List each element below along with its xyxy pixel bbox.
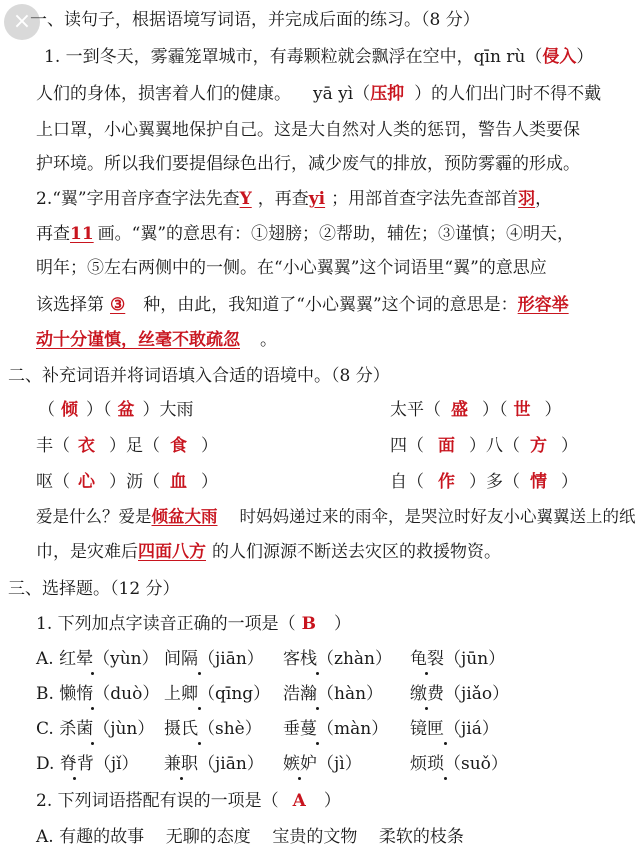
answer-huashu: 11: [70, 224, 94, 244]
section-3-title: 三、选择题。（12 分）: [8, 579, 180, 599]
q1-option-b-3: 浩瀚（hàn）: [283, 684, 384, 704]
idiom-shengshi: 太平（ 盛 ）（ 世 ）: [390, 400, 562, 420]
answer-fill-2: 四面八方: [138, 542, 206, 562]
q1-option-b-1: B. 懒惰（duò）: [36, 684, 160, 704]
emphasis-dot: [198, 707, 201, 710]
s1-line-6: 再查11 画。“翼”的意思有：①翅膀；②帮助，辅佐；③谨慎；④明天，: [36, 224, 575, 244]
s2-paragraph-1: 爱是什么？爱是倾盆大雨 时妈妈递过来的雨伞，是哭泣时好友小心翼翼送上的纸: [36, 507, 636, 526]
s1-line-8: 该选择第 ③ 种，由此，我知道了“小心翼翼”这个词的意思是：形容举: [36, 295, 569, 315]
q2-answer: A: [292, 791, 306, 811]
answer-meaning-2: 动十分谨慎，丝毫不敢疏忽: [36, 330, 240, 350]
q1-option-d-1: D. 脊背（jǐ）: [36, 754, 139, 774]
q1-option-d-3: 嫉妒（jì）: [283, 754, 362, 774]
emphasis-dot: [73, 777, 76, 780]
q1-stem: 1. 下列加点字读音正确的一项是（ B ）: [36, 614, 351, 634]
idiom-simian: 四（ 面 ）八（ 方 ）: [390, 436, 578, 456]
q1-option-c-4: 镜匣（jiá）: [410, 719, 499, 739]
q1-option-d-2: 兼职（jiān）: [164, 754, 264, 774]
q1-answer: B: [301, 614, 316, 634]
q1-option-a-3: 客栈（zhàn）: [283, 649, 392, 669]
answer-fill-1: 倾盆大雨: [151, 507, 218, 526]
idiom-ouxin: 呕（ 心 ）沥（ 血 ）: [36, 472, 218, 492]
section-2-title: 二、补充词语并将词语填入合适的语境中。（8 分）: [8, 366, 390, 386]
s1-line-2: 人们的身体，损害着人们的健康。 yā yì（压抑 ）的人们出门时不得不戴: [36, 84, 602, 104]
s1-line-9: 动十分谨慎，丝毫不敢疏忽 。: [36, 330, 277, 350]
section-1-title: 一、读句子，根据语境写词语，并完成后面的练习。（8 分）: [30, 10, 480, 30]
answer-meaning-1: 形容举: [517, 295, 569, 315]
q1-option-a-4: 龟裂（jūn）: [410, 649, 506, 669]
emphasis-dot: [91, 742, 94, 745]
q1-option-b-4: 缴费（jiǎo）: [410, 684, 510, 704]
emphasis-dot: [444, 777, 447, 780]
emphasis-dot: [444, 742, 447, 745]
answer-qinru: 侵入: [542, 47, 577, 67]
s1-line-3: 上口罩，小心翼翼地保护自己。这是大自然对人类的惩罚，警告人类要保: [36, 120, 580, 140]
emphasis-dot: [316, 672, 319, 675]
emphasis-dot: [198, 742, 201, 745]
emphasis-dot: [298, 777, 301, 780]
s1-line-1: 1. 一到冬天，雾霾笼罩城市，有毒颗粒就会飘浮在空中，qīn rù（侵入）: [44, 47, 594, 67]
emphasis-dot: [91, 672, 94, 675]
q2-option-a: A. 有趣的故事 无聊的态度 宝贵的文物 柔软的枝条: [36, 827, 464, 847]
q2-stem: 2. 下列词语搭配有误的一项是（ A ）: [36, 791, 341, 811]
emphasis-dot: [425, 707, 428, 710]
s1-line-4: 护环境。所以我们要提倡绿色出行，减少废气的排放，预防雾霾的形成。: [36, 154, 580, 174]
q1-option-c-3: 垂蔓（màn）: [283, 719, 389, 739]
s1-line-5: 2.“翼”字用音序查字法先查Y ，再查yi ；用部首查字法先查部首羽，: [36, 189, 553, 209]
emphasis-dot: [425, 672, 428, 675]
idiom-fengyi: 丰（ 衣 ）足（ 食 ）: [36, 436, 218, 456]
idiom-qingpen: （ 倾 ）（ 盆 ）大雨: [38, 400, 194, 420]
q1-option-b-2: 上卿（qīng）: [164, 684, 271, 704]
emphasis-dot: [91, 707, 94, 710]
s2-paragraph-2: 巾，是灾难后四面八方 的人们源源不断送去灾区的救援物资。: [36, 542, 501, 562]
emphasis-dot: [316, 707, 319, 710]
emphasis-dot: [316, 742, 319, 745]
idiom-zizuo: 自（ 作 ）多（ 情 ）: [390, 472, 578, 492]
answer-yinjie: yi: [308, 189, 326, 209]
q1-option-c-1: C. 杀菌（jùn）: [36, 719, 155, 739]
emphasis-dot: [198, 672, 201, 675]
q1-option-d-4: 烦琐（suǒ）: [410, 754, 508, 774]
close-icon: ×: [12, 9, 32, 34]
answer-bushou: 羽: [518, 189, 536, 209]
answer-zhonglei: ③: [110, 295, 126, 315]
answer-yayi: 压抑: [370, 84, 405, 104]
s1-line-7: 明年；⑤左右两侧中的一侧。在“小心翼翼”这个词语里“翼”的意思应: [36, 258, 547, 278]
answer-yinxu: Y: [239, 189, 252, 209]
q1-option-a-1: A. 红晕（yùn）: [36, 649, 159, 669]
emphasis-dot: [180, 777, 183, 780]
q1-option-a-2: 间隔（jiān）: [164, 649, 264, 669]
q1-option-c-2: 摄氏（shè）: [164, 719, 262, 739]
